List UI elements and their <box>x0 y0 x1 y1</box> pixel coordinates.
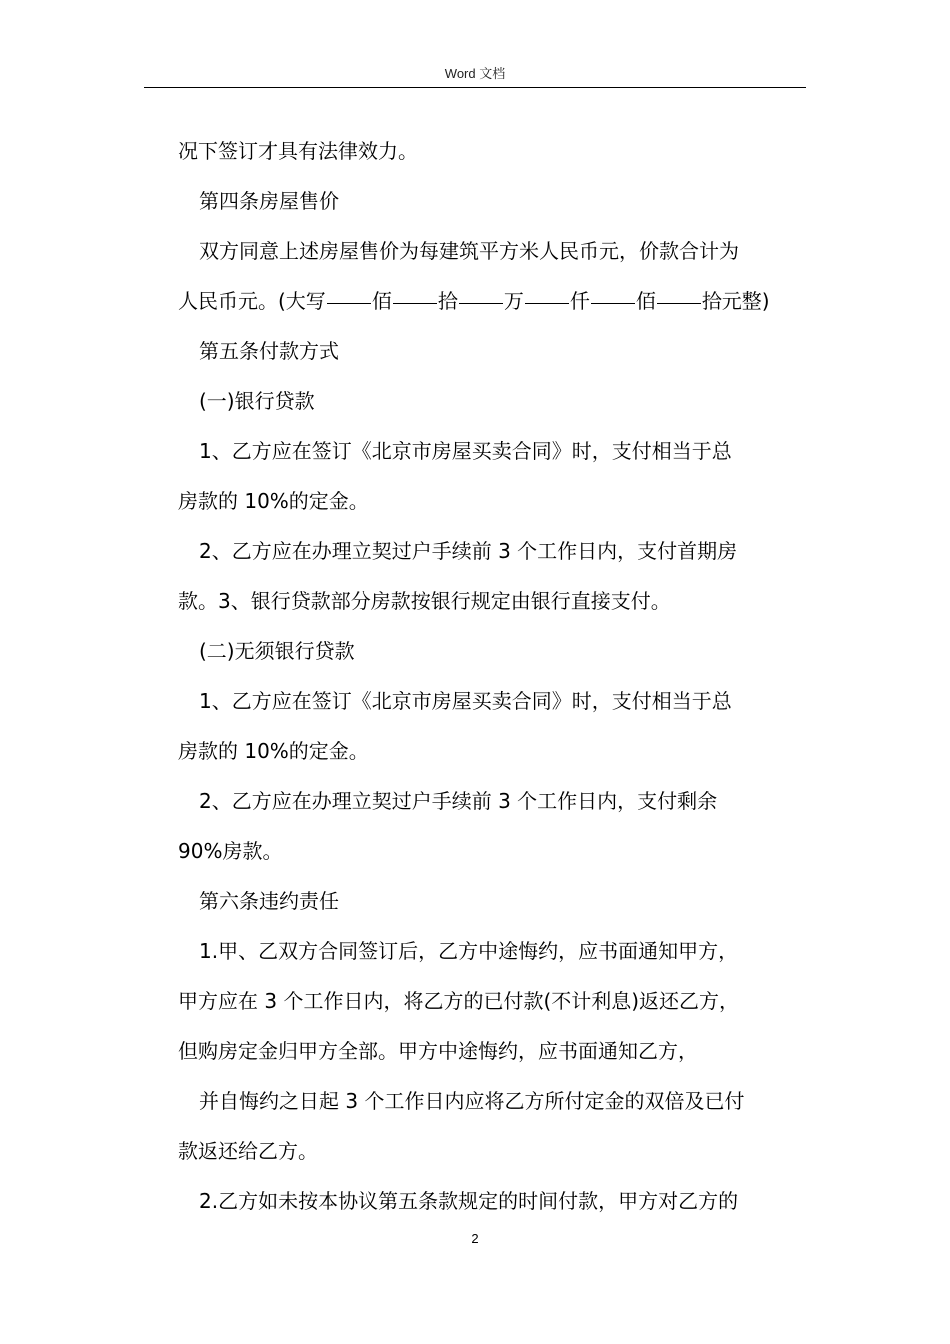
paragraph-line: 双方同意上述房屋售价为每建筑平方米人民币元，价款合计为 <box>199 239 739 263</box>
paragraph-line: 90%房款。 <box>178 839 283 863</box>
page-number: 2 <box>471 1231 479 1246</box>
fill-blank <box>459 302 503 304</box>
header-rule <box>144 87 806 88</box>
price-unit: 佰 <box>371 289 392 313</box>
section-heading-article-6: 第六条违约责任 <box>199 889 339 913</box>
price-unit: 拾元整) <box>701 289 770 313</box>
paragraph-line: 1、乙方应在签订《北京市房屋买卖合同》时，支付相当于总 <box>199 439 732 463</box>
fill-blank <box>327 302 371 304</box>
paragraph-line: 并自悔约之日起 3 个工作日内应将乙方所付定金的双倍及已付 <box>199 1089 745 1113</box>
paragraph-line: 房款的 10%的定金。 <box>178 489 369 513</box>
fill-blank <box>525 302 569 304</box>
fill-blank <box>657 302 701 304</box>
paragraph-line: 况下签订才具有法律效力。 <box>178 139 418 163</box>
fill-blank <box>393 302 437 304</box>
paragraph-line: 2、乙方应在办理立契过户手续前 3 个工作日内，支付剩余 <box>199 789 718 813</box>
paragraph-line: 2.乙方如未按本协议第五条款规定的时间付款，甲方对乙方的 <box>199 1189 739 1213</box>
paragraph-line: 甲方应在 3 个工作日内，将乙方的已付款(不计利息)返还乙方， <box>178 989 740 1013</box>
paragraph-line: 2、乙方应在办理立契过户手续前 3 个工作日内，支付首期房 <box>199 539 738 563</box>
paragraph-line: 1、乙方应在签订《北京市房屋买卖合同》时，支付相当于总 <box>199 689 732 713</box>
subsection-heading: (一)银行贷款 <box>199 389 315 413</box>
paragraph-line: 款。3、银行贷款部分房款按银行规定由银行直接支付。 <box>178 589 671 613</box>
price-amount-line <box>178 276 808 326</box>
paragraph-line: 房款的 10%的定金。 <box>178 739 369 763</box>
price-prefix: 人民币元。(大写 <box>178 289 326 313</box>
paragraph-line: 款返还给乙方。 <box>178 1139 318 1163</box>
section-heading-article-5: 第五条付款方式 <box>199 339 339 363</box>
paragraph-line: 但购房定金归甲方全部。甲方中途悔约，应书面通知乙方， <box>178 1039 698 1063</box>
fill-blank <box>591 302 635 304</box>
subsection-heading: (二)无须银行贷款 <box>199 639 355 663</box>
document-body <box>178 126 808 1226</box>
price-unit: 佰 <box>635 289 656 313</box>
price-unit: 拾 <box>437 289 458 313</box>
paragraph-line: 1.甲、乙双方合同签订后，乙方中途悔约，应书面通知甲方， <box>199 939 739 963</box>
price-unit: 仟 <box>569 289 590 313</box>
price-unit: 万 <box>503 289 524 313</box>
section-heading-article-4: 第四条房屋售价 <box>199 189 339 213</box>
page-header: Word 文档 <box>444 66 506 81</box>
